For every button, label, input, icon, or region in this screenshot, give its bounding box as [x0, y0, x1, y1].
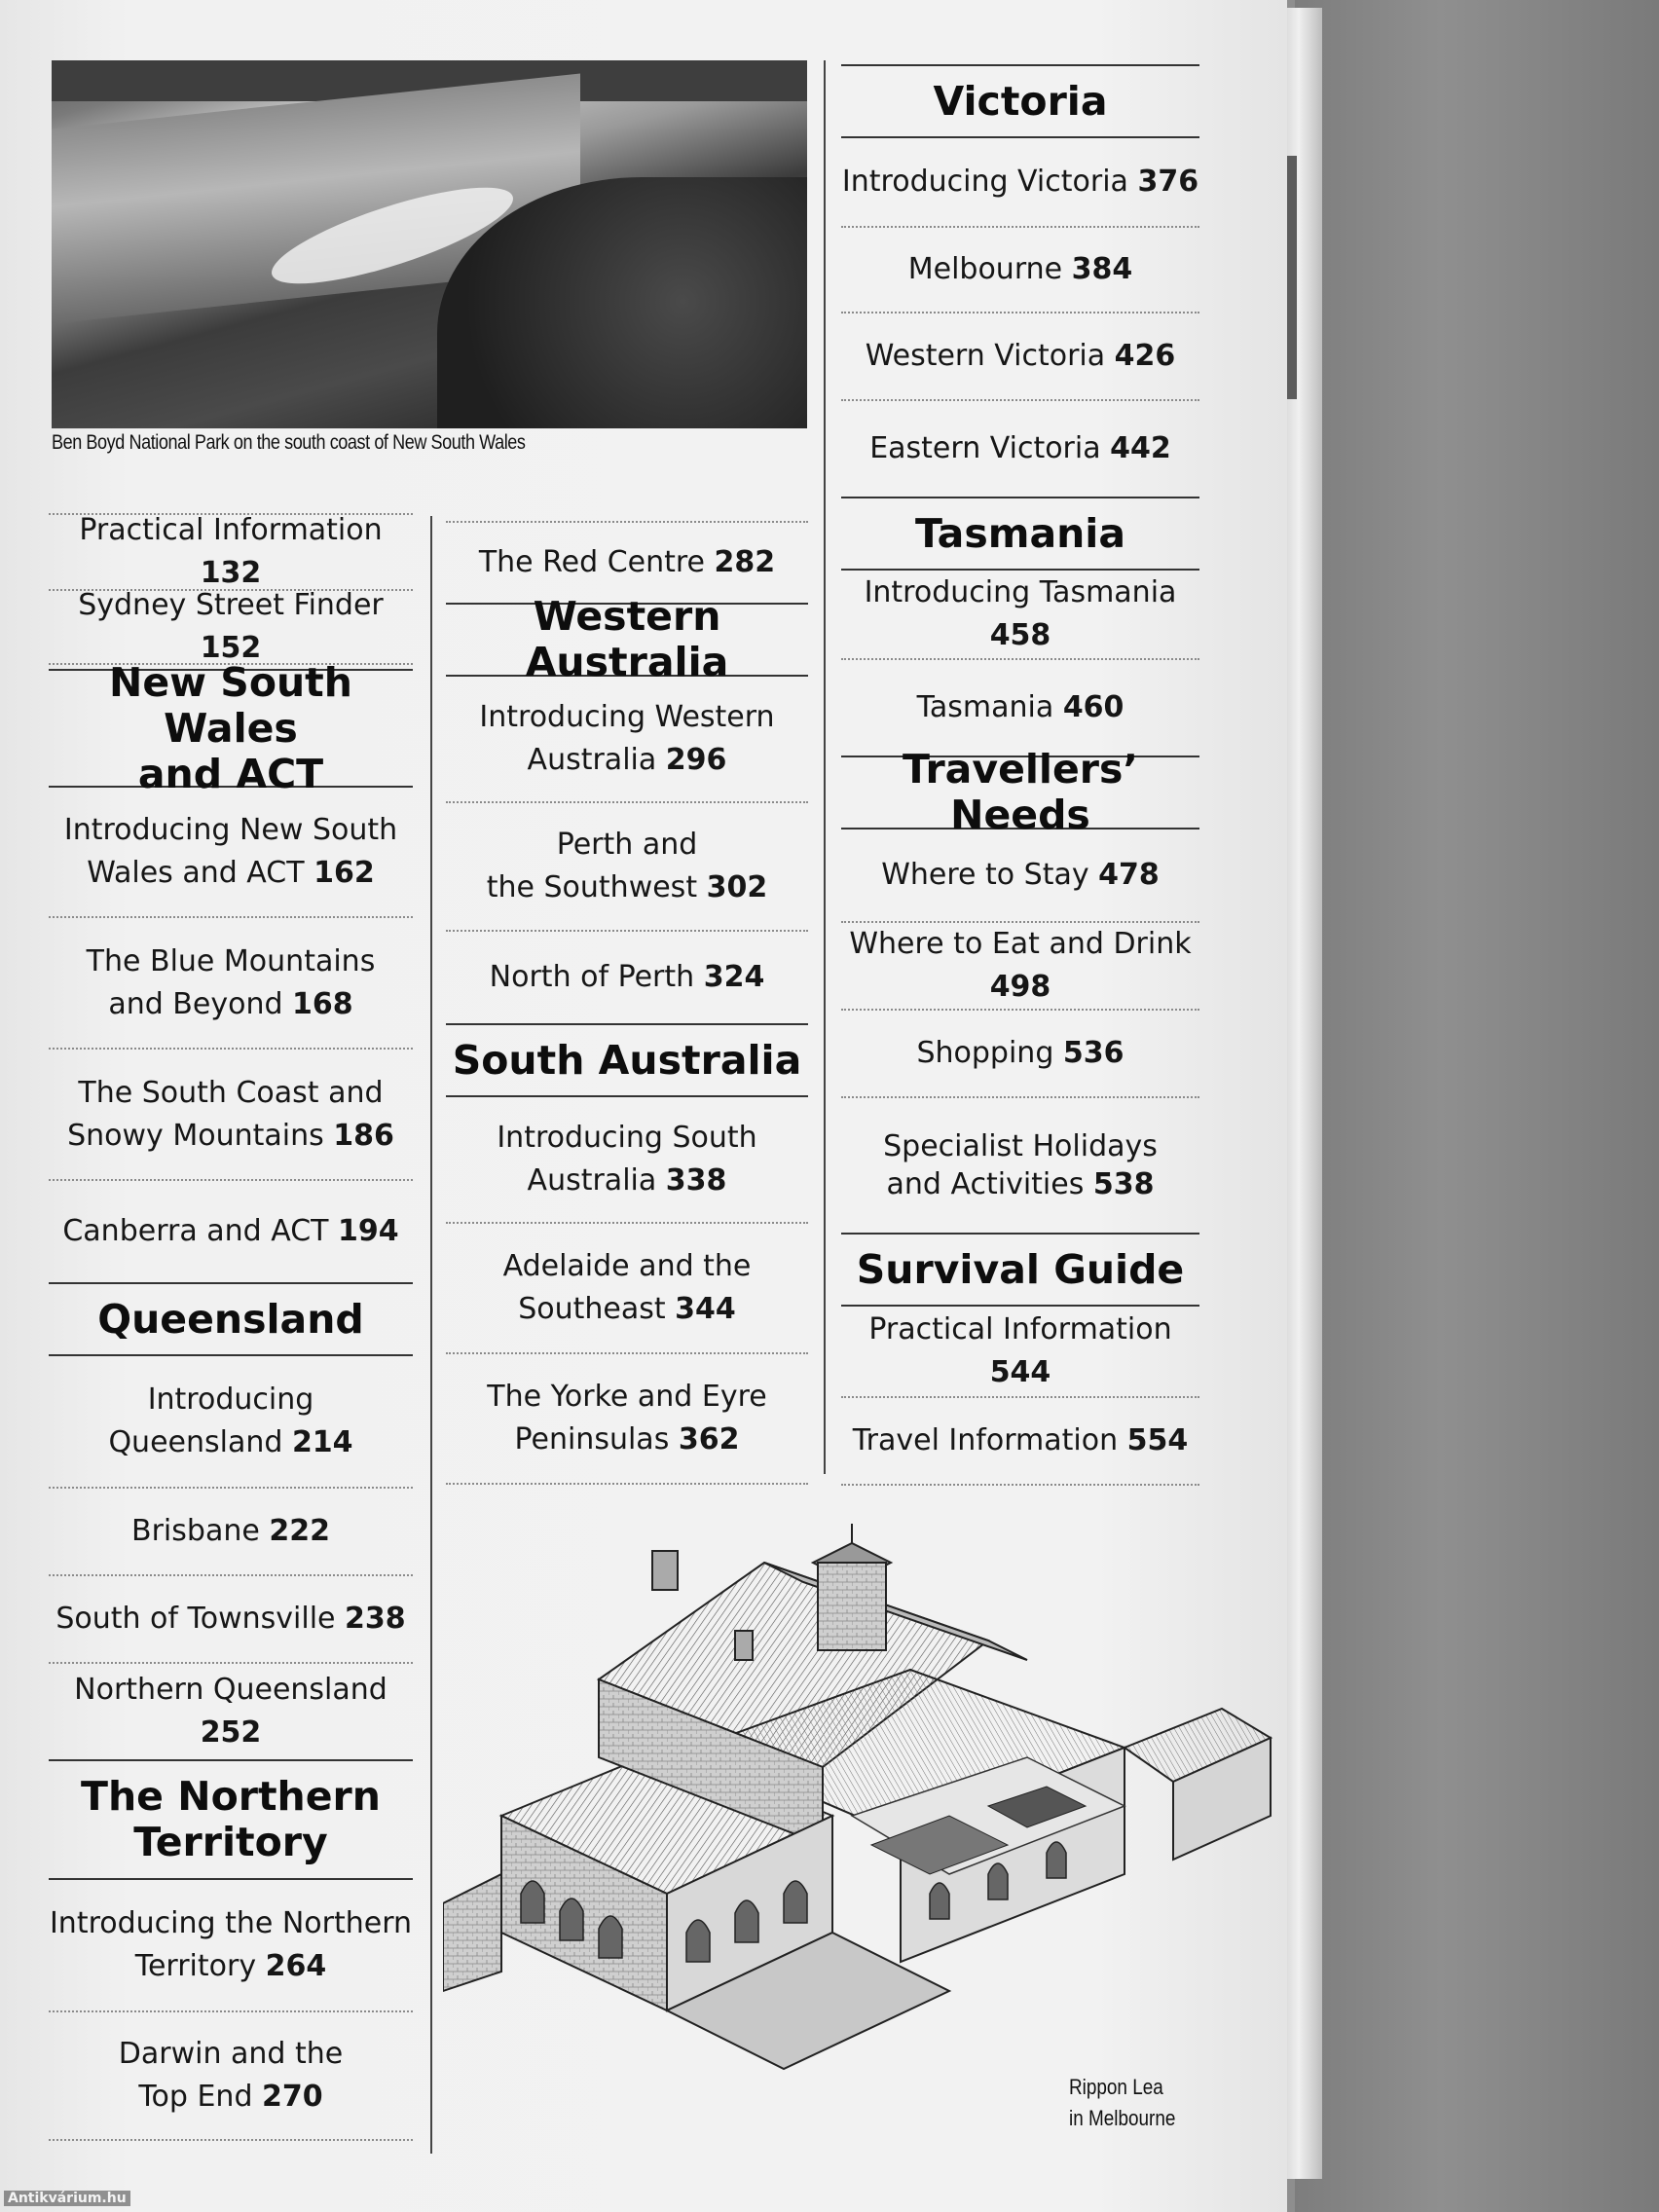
toc-entry-title: Introducing the Northern Territory	[49, 1906, 413, 1983]
background-surface	[1295, 0, 1659, 2212]
toc-page-number: 478	[1098, 858, 1160, 892]
toc-page-number: 168	[292, 986, 353, 1021]
toc-page-number: 152	[200, 631, 262, 665]
toc-entry[interactable]	[841, 228, 1199, 313]
toc-page-number: 554	[1126, 1423, 1189, 1457]
toc-entry-title: Introducing Queensland	[108, 1382, 314, 1459]
toc-page-number: 362	[678, 1422, 740, 1456]
toc-entry-title: Western Victoria	[865, 339, 1115, 373]
toc-entry-title: Introducing Western Australia	[479, 700, 775, 777]
toc-entry[interactable]	[446, 1354, 808, 1485]
toc-entry[interactable]	[841, 660, 1199, 756]
toc-entry[interactable]	[446, 1097, 808, 1224]
toc-page-number: 252	[200, 1715, 262, 1750]
toc-page-number: 194	[338, 1214, 399, 1248]
toc-entry[interactable]	[446, 1224, 808, 1354]
toc-entry[interactable]	[841, 401, 1199, 497]
toc-page-number: 442	[1110, 431, 1171, 465]
toc-page-number: 132	[200, 556, 262, 590]
toc-entry-title: Introducing South Australia	[497, 1121, 757, 1198]
toc-entry-title: Where to Eat and Drink	[849, 927, 1192, 961]
toc-page-number: 238	[345, 1602, 406, 1636]
toc-entry-title: Shopping	[916, 1036, 1063, 1070]
toc-entry[interactable]	[49, 2012, 413, 2141]
toc-page-number: 270	[262, 2080, 323, 2114]
section-heading-western-australia[interactable]: Western Australia	[446, 603, 808, 677]
toc-entry[interactable]	[841, 830, 1199, 923]
toc-entry[interactable]	[841, 138, 1199, 228]
toc-entry-title: Canberra and ACT	[62, 1214, 339, 1248]
watermark: Antikvárium.hu	[4, 2191, 130, 2206]
section-heading-survival-guide[interactable]: Survival Guide	[841, 1233, 1199, 1307]
toc-entry-title: Northern Queensland	[74, 1673, 387, 1707]
col1-top-list	[49, 515, 413, 665]
toc-entry[interactable]	[49, 1664, 413, 1759]
toc-entry-title: The Red Centre	[478, 545, 715, 579]
toc-page-number: 296	[665, 743, 727, 777]
toc-entry[interactable]	[49, 515, 413, 591]
toc-entry[interactable]	[841, 1307, 1199, 1398]
toc-entry-title: Eastern Victoria	[869, 431, 1111, 465]
toc-entry-title: The Blue Mountains and Beyond	[86, 943, 376, 1021]
toc-entry[interactable]	[841, 1098, 1199, 1233]
toc-entry-title: Sydney Street Finder	[78, 588, 384, 622]
toc-entry-title: Practical Information	[868, 1312, 1172, 1346]
toc-page-number: 384	[1071, 252, 1133, 286]
toc-page-number: 538	[1092, 1167, 1155, 1201]
column-divider	[430, 516, 432, 2154]
section-heading-northern-territory[interactable]: The Northern Territory	[49, 1759, 413, 1880]
toc-entry[interactable]	[49, 918, 413, 1050]
rippon-lea-illustration	[443, 1524, 1280, 2127]
contents-column-1	[49, 513, 413, 2141]
toc-entry[interactable]	[841, 923, 1199, 1011]
toc-entry-title: South of Townsville	[55, 1602, 346, 1636]
toc-page-number: 222	[269, 1514, 330, 1548]
toc-entry-title: Specialist Holidays and Activities	[883, 1129, 1158, 1201]
toc-page-number: 264	[265, 1949, 327, 1983]
section-heading-tasmania[interactable]: Tasmania	[841, 497, 1199, 571]
section-heading-queensland[interactable]: Queensland	[49, 1282, 413, 1356]
toc-page-number: 302	[706, 870, 768, 904]
toc-entry[interactable]	[49, 1356, 413, 1489]
toc-entry[interactable]	[49, 1050, 413, 1181]
toc-entry-title: Brisbane	[131, 1514, 270, 1548]
toc-entry-title: Adelaide and the Southeast	[502, 1249, 752, 1326]
column-divider	[824, 60, 826, 1474]
toc-entry[interactable]	[49, 588, 413, 665]
contents-column-3	[841, 64, 1199, 1486]
toc-page-number: 162	[313, 856, 375, 890]
toc-entry[interactable]	[841, 313, 1199, 401]
photo-caption: Ben Boyd National Park on the south coast of New South Wales	[52, 431, 526, 454]
toc-page-number: 338	[665, 1163, 727, 1198]
toc-page-number: 426	[1114, 339, 1176, 373]
toc-page-number: 344	[675, 1292, 736, 1326]
toc-entry[interactable]	[49, 1880, 413, 2012]
toc-entry[interactable]	[841, 1011, 1199, 1098]
coast-photo	[52, 60, 807, 428]
toc-page-number: 376	[1137, 165, 1199, 199]
toc-page-number: 186	[333, 1118, 394, 1153]
section-heading-nsw[interactable]: New South Wales and ACT	[49, 669, 413, 788]
toc-entry[interactable]	[49, 1576, 413, 1664]
toc-entry-title: Practical Information	[79, 513, 383, 547]
toc-entry-title: Where to Stay	[881, 858, 1099, 892]
toc-entry-title: Perth and the Southwest	[486, 828, 698, 904]
toc-page-number: 498	[989, 970, 1051, 1004]
toc-page-number: 324	[703, 960, 765, 994]
toc-entry[interactable]	[446, 932, 808, 1023]
toc-entry-title: The Yorke and Eyre Peninsulas	[487, 1380, 767, 1456]
toc-entry[interactable]	[446, 677, 808, 803]
toc-entry-title: Introducing Tasmania	[864, 575, 1177, 609]
illustration-caption: Rippon Lea in Melbourne	[1069, 2075, 1176, 2130]
toc-entry-title: Travel Information	[852, 1423, 1127, 1457]
toc-entry[interactable]	[49, 1181, 413, 1282]
section-heading-south-australia[interactable]: South Australia	[446, 1023, 808, 1097]
section-heading-travellers-needs[interactable]: Travellers’ Needs	[841, 756, 1199, 830]
toc-page-number: 544	[989, 1355, 1051, 1389]
toc-entry-title: Melbourne	[907, 252, 1072, 286]
toc-entry-title: The South Coast and Snowy Mountains	[67, 1075, 384, 1153]
section-heading-victoria[interactable]: Victoria	[841, 64, 1199, 138]
toc-entry[interactable]	[841, 1398, 1199, 1486]
toc-entry[interactable]	[49, 788, 413, 918]
toc-entry[interactable]	[446, 803, 808, 932]
toc-page-number: 458	[989, 618, 1051, 652]
toc-entry-title: Darwin and the Top End	[118, 2037, 344, 2114]
toc-entry[interactable]	[841, 571, 1199, 660]
contents-column-2	[446, 521, 808, 1485]
toc-entry-title: Tasmania	[916, 690, 1063, 724]
toc-page-number: 536	[1062, 1036, 1124, 1070]
toc-entry[interactable]	[49, 1489, 413, 1576]
toc-entry-title: Introducing Victoria	[841, 165, 1138, 199]
toc-page-number: 214	[291, 1425, 353, 1459]
toc-entry[interactable]	[446, 523, 808, 603]
toc-page-number: 460	[1062, 690, 1124, 724]
toc-page-number: 282	[714, 545, 776, 579]
toc-entry-title: Introducing New South Wales and ACT	[63, 813, 398, 890]
toc-entry-title: North of Perth	[489, 960, 704, 994]
